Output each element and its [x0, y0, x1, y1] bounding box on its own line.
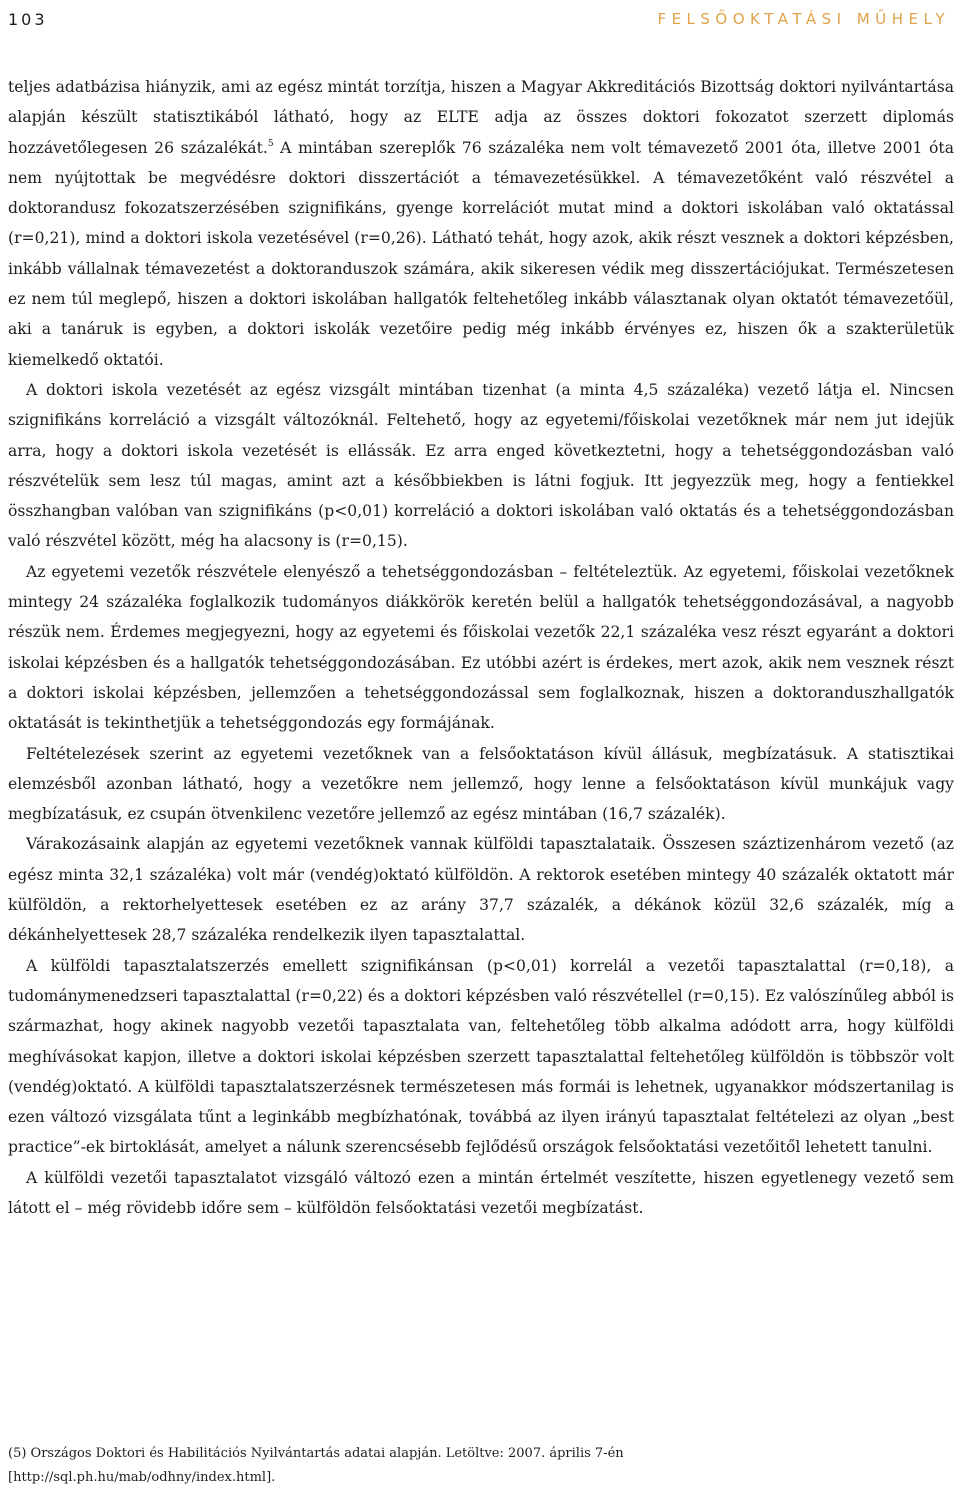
running-header: [8, 10, 950, 34]
paragraph-1-text-a: teljes adatbázisa hiányzik, ami az egész mintát torzítja, hiszen a Magyar Akkreditációs Bizottság doktori nyilvántartása alapján készült statisztikából látható, hogy az ELTE adja az összes doktori fokozatot szerzett diplomás hozzávetőlegesen 26 százalékát.: [8, 78, 954, 157]
paragraph-6: A külföldi tapasztalatszerzés emellett szignifikánsan (p<0,01) korrelál a vezetői tapasztalattal (r=0,18), a tudománymenedzseri tapasztalattal (r=0,22) és a doktori képzésben való részvétellel (r=0,15). Ez valószínűleg abból is származhat, hogy akinek nagyobb vezetői tapasztalata van, feltehetőleg több alkalma adódott arra, hogy külföldi meghívásokat kapjon, illetve a doktori iskolai képzésben szerzett tapasztalattal feltehetőleg külföldön is többször volt (vendég)oktató. A külföldi tapasztalatszerzésnek természetesen más formái is lehetnek, ugyanakkor módszertanilag is ezen változó vizsgálata tűnt a leginkább megbízhatónak, továbbá az ilyen irányú tapasztalat feltételezi az olyan „best practice”-ek birtoklását, amelyet a nálunk szerencsésebb fejlődésű országok felsőoktatási vezetőitől lehetett tanulni.: [8, 956, 954, 1157]
footnote-ref-5[interactable]: 5: [267, 138, 274, 149]
paragraph-1: [8, 72, 954, 375]
paragraph-4: Feltételezések szerint az egyetemi vezetőknek van a felsőoktatáson kívül állásuk, megbízatásuk. A statisztikai elemzésből azonban látható, hogy a vezetőkre nem jellemző, hogy lenne a felsőoktatáson kívül munkájuk vagy megbízatásuk, ez csupán ötvenkilenc vezetőre jellemző az egész mintában (16,7 százalék).: [8, 744, 954, 824]
journal-title: FELSŐOKTATÁSI MŰHELY: [657, 10, 950, 28]
paragraph-3: Az egyetemi vezetők részvétele elenyésző a tehetséggondozásban – feltételeztük. Az egyetemi, főiskolai vezetőknek mintegy 24 százaléka foglalkozik tudományos diákkörök keretén belül a hallgatók tehetséggondozásával, a nagyobb részük nem. Érdemes megjegyezni, hogy az egyetemi és főiskolai vezetők 22,1 százaléka vesz részt egyaránt a doktori iskolai képzésben és a hallgatók tehetséggondozásában. Ez utóbbi azért is érdekes, mert azok, akik nem vesznek részt a doktori iskolai képzésben, jellemzően a tehetséggondozással sem foglalkoznak, hiszen a doktoranduszhallgatók oktatását is tekinthetjük a tehetséggondozás egy formájának.: [8, 562, 954, 733]
paragraph-1-text-b: A mintában szereplők 76 százaléka nem volt témavezető 2001 óta, illetve 2001 óta nem nyújtottak be megvédésre doktori disszertációt a témavezetésükkel. A témavezetőként való részvétel a doktorandusz fokozatszerzésében szignifikáns, gyenge korrelációt mutat mind a doktori iskolában való oktatással (r=0,21), mind a doktori iskola vezetésével (r=0,26). Látható tehát, hogy azok, akik részt vesznek a doktori képzésben, inkább vállalnak témavezetést a doktoranduszok számára, akik sikeresen védik meg disszertációjukat. Természetesen ez nem túl meglepő, hiszen a doktori iskolában hallgatók feltehetőleg inkább választanak olyan oktatót témavezetőül, aki a tanáruk is egyben, a doktori iskolák vezetőire pedig még inkább érvényes ez, hiszen ők a szakterületük kiemelkedő oktatói.: [8, 138, 954, 369]
page-number: 103: [8, 10, 48, 29]
footnote-line-2: [http://sql.ph.hu/mab/odhny/index.html].: [8, 1470, 276, 1485]
paragraph-7: A külföldi vezetői tapasztalatot vizsgáló változó ezen a mintán értelmét veszítette, hiszen egyetlenegy vezető sem látott el – még rövidebb időre sem – külföldön felsőoktatási vezetői megbízatást.: [8, 1168, 954, 1217]
footnote: [8, 1442, 954, 1490]
paragraph-5: Várakozásaink alapján az egyetemi vezetőknek vannak külföldi tapasztalataik. Összesen száztizenhárom vezető (az egész minta 32,1 százaléka) volt már (vendég)oktató külföldön. A rektorok esetében mintegy 40 százalék oktatott már külföldön, a rektorhelyettesek esetében ez az arány 37,7 százalék, a dékánok közül 32,6 százalék, míg a dékánhelyettesek 28,7 százaléka rendelkezik ilyen tapasztalattal.: [8, 835, 954, 945]
article-body: [8, 72, 954, 1223]
paragraph-2: A doktori iskola vezetését az egész vizsgált mintában tizenhat (a minta 4,5 százaléka) vezető látja el. Nincsen szignifikáns korreláció a vizsgált változóknál. Feltehető, hogy az egyetemi/főiskolai vezetőknek már nem jut idejük arra, hogy a doktori iskola vezetését is ellássák. Ez arra enged következtetni, hogy a tehetséggondozásban való részvételük sem lesz túl magas, amint azt a későbbiekben is látni fogjuk. Itt jegyezzük meg, hogy a fentiekkel összhangban valóban van szignifikáns (p<0,01) korreláció a doktori iskolában való oktatás és a tehetséggondozásban való részvétel között, még ha alacsony is (r=0,15).: [8, 380, 954, 551]
footnote-line-1: (5) Országos Doktori és Habilitációs Nyilvántartás adatai alapján. Letöltve: 2007. április 7-én: [8, 1446, 624, 1461]
